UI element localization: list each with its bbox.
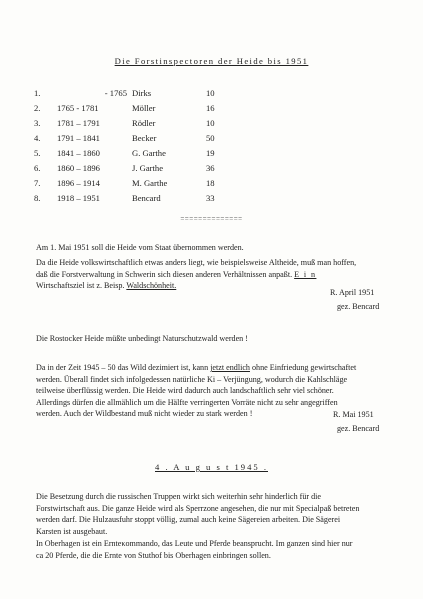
note-line: werden. Überall findet sich infolgedessen natürliche Ki – Verjüngung, wodurch die Kahlschläge <box>36 374 348 384</box>
note-text: Da in der Zeit 1945 – 50 das Wild dezimiert ist, kann <box>36 363 211 372</box>
note-line: Die Rostocker Heide müßte unbedingt Naturschutzwald werden ! <box>36 334 248 343</box>
row-count: 19 <box>206 148 215 158</box>
note-paragraph <box>36 333 386 345</box>
table-row <box>0 118 423 130</box>
signature: gez. Bencard <box>337 302 380 311</box>
page-title: Die Forstinspectoren der Heide bis 1951 <box>114 56 309 66</box>
row-count: 10 <box>206 88 215 98</box>
table-row <box>0 133 423 145</box>
underlined-text: E i n <box>294 269 317 279</box>
row-name: M. Garthe <box>132 178 168 188</box>
row-number: 3. <box>34 118 41 128</box>
row-number: 5. <box>34 148 41 158</box>
note-line: Forstwirtschaft aus. Die ganze Heide wird als Sperrzone angesehen, die nur mit Specialpaß betreten <box>36 503 360 513</box>
note-line: Da die Heide volkswirtschaftlich etwas anders liegt, wie beispielsweise Altheide, muß man hoffen, <box>36 258 357 267</box>
row-count: 18 <box>206 178 215 188</box>
note-line: werden darf. Die Hulzausfuhr stoppt völlig, zumal auch keine Sägereien arbeiten. Die Sägerei <box>36 515 341 525</box>
table-row <box>0 88 423 100</box>
note-line: ca 20 Pferde, die die Ernte von Stuthof bis Oberhagen einbringen sollen. <box>36 550 271 560</box>
row-number: 2. <box>34 103 41 113</box>
row-years: 1781 – 1791 <box>57 118 100 128</box>
row-number: 1. <box>34 88 41 98</box>
note-line: Karsten ist ausgebaut. <box>36 526 108 536</box>
table-row <box>0 193 423 205</box>
row-years: - 1765 <box>104 88 127 98</box>
row-name: Möller <box>132 103 156 113</box>
row-count: 50 <box>206 133 215 143</box>
underlined-text: Waldschönheit. <box>126 281 177 291</box>
note-paragraph <box>36 242 386 254</box>
note-paragraph <box>36 538 386 561</box>
row-years: 1791 – 1841 <box>57 133 100 143</box>
table-row <box>0 103 423 115</box>
note-date: R. Mai 1951 <box>333 410 374 419</box>
row-number: 8. <box>34 193 41 203</box>
section-divider: ============== <box>180 215 243 223</box>
date-heading: 4 . A u g u s t 1945 . <box>155 462 268 472</box>
note-line: In Oberhagen ist ein Ernteκommando, das Leute und Pferde beansprucht. Im ganzen sind hier nur <box>36 539 353 548</box>
note-line <box>36 269 386 281</box>
row-years: 1896 – 1914 <box>57 178 100 188</box>
row-name: Becker <box>132 133 157 143</box>
row-number: 6. <box>34 163 41 173</box>
note-line: Allerdings dürfen die allmählich um die Hälfte verringerten Vorräte nicht zu sehr angegriffen <box>36 397 338 407</box>
row-name: Dirks <box>132 88 152 98</box>
note-text: daß die Forstverwaltung in Schwerin sich diesen anderen Verhältnissen anpaßt. <box>36 269 295 279</box>
row-years: 1860 – 1896 <box>57 163 100 173</box>
note-text: ohne Einfriedung gewirtschaftet <box>249 363 357 372</box>
note-line: werden. Auch der Wildbestand muß nicht wieder zu stark werden ! <box>36 409 253 419</box>
table-row <box>0 163 423 175</box>
note-date: R. April 1951 <box>330 288 375 297</box>
note-line <box>36 362 386 374</box>
row-years: 1765 - 1781 <box>57 103 99 113</box>
row-count: 36 <box>206 163 215 173</box>
row-name: G. Garthe <box>132 148 166 158</box>
note-text: Wirtschaftsziel ist z. Beisp. <box>36 281 127 291</box>
note-line: teilweise überflüssig werden. Die Heide wird dadurch auch landschaftlich sehr viel schöner. <box>36 386 334 396</box>
table-row <box>0 148 423 160</box>
row-years: 1841 – 1860 <box>57 148 100 158</box>
row-name: J. Garthe <box>132 163 164 173</box>
note-paragraph <box>36 491 386 537</box>
row-count: 33 <box>206 193 215 203</box>
row-count: 10 <box>206 118 215 128</box>
note-line: Am 1. Mai 1951 soll die Heide vom Staat übernommen werden. <box>36 243 244 252</box>
row-name: Rödler <box>132 118 156 128</box>
note-paragraph <box>36 257 386 292</box>
row-name: Bencard <box>132 193 161 203</box>
row-number: 7. <box>34 178 41 188</box>
underlined-text: jetzt endlich <box>210 363 250 372</box>
row-years: 1918 – 1951 <box>57 193 100 203</box>
row-count: 16 <box>206 103 215 113</box>
row-number: 4. <box>34 133 41 143</box>
table-row <box>0 178 423 190</box>
note-line: Die Besetzung durch die russischen Truppen wirkt sich weiterhin sehr hinderlich für die <box>36 492 322 501</box>
signature: gez. Bencard <box>337 424 380 433</box>
